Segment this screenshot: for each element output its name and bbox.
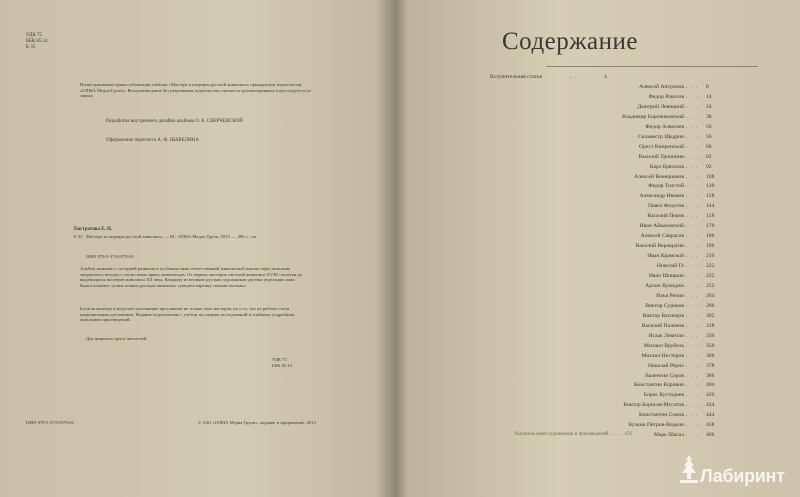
toc-entry-name: Константин Сомов: [639, 412, 684, 419]
toc-entry-page: 318: [706, 322, 715, 329]
toc-entry-page: 232: [706, 273, 715, 279]
toc-entry-page: 56: [706, 133, 712, 140]
toc-entry-page: 50: [706, 123, 712, 130]
toc-entry-page: 128: [706, 193, 715, 200]
toc-entry-name: Василий Тропинин: [638, 153, 684, 160]
right-page-contents: [394, 0, 800, 497]
catalog-author: Евстратова Е. Н.: [74, 227, 113, 232]
toc-entry: [454, 233, 784, 241]
toc-entry-name: Николай Рерих: [648, 362, 684, 369]
toc-entry-page: 366: [706, 352, 715, 359]
toc-entry-page: 14: [706, 93, 712, 100]
toc-leader-dots: . . .: [686, 233, 698, 240]
toc-entry: [454, 84, 784, 92]
toc-entry: [454, 273, 784, 281]
toc-leader-dots: . . .: [686, 183, 698, 190]
toc-entry: [454, 333, 784, 341]
toc-entry-page: 330: [706, 332, 715, 339]
toc-leader-dots: . . .: [686, 322, 698, 329]
toc-entry-name: Василий Перов: [647, 213, 684, 220]
toc-leader-dots: . . .: [686, 153, 698, 160]
toc-entry-name: Александр Иванов: [639, 193, 684, 200]
toc-entry-page: 38: [706, 113, 712, 120]
toc-entry: [454, 183, 784, 191]
toc-entry-name: Карл Брюллов: [649, 163, 684, 170]
toc-leader-dots: . . .: [686, 93, 698, 100]
catalog-entry: Мастера и шедевры русской живописи. — М.: ОЛМА Медиа Групп, 2013. — 480 с.: ил.: [86, 234, 258, 239]
toc-entry: [454, 263, 784, 271]
toc-entry-page: 378: [706, 362, 715, 369]
classification-udk: УДК 75: [26, 33, 43, 38]
catalog-code: Е 35: [74, 234, 83, 239]
left-page-imprint: [0, 0, 392, 497]
toc-entry-name: Алексей Венецианов: [634, 173, 684, 180]
toc-entry: [454, 164, 784, 172]
toc-entry-name: Марк Шагал: [653, 432, 684, 439]
toc-entry-name: Валентин Серов: [645, 372, 684, 379]
classification-bbk: ББК 85.14: [26, 39, 48, 44]
toc-entry: [454, 134, 784, 142]
toc-bottom-note: Указатель имен художников и произведений . . . . . . 476: [514, 432, 632, 437]
toc-leader-dots: . . .: [686, 253, 698, 260]
toc-entry-name: Василий Поленов: [641, 322, 684, 329]
toc-entry-name: Илья Репин: [656, 292, 684, 299]
toc-entry-page: 196: [706, 243, 715, 250]
toc-leader-dots: . . .: [686, 342, 698, 349]
toc-entry-name: Павел Федотов: [647, 203, 684, 210]
toc-entry-page: 264: [706, 292, 715, 299]
toc-entry: [454, 203, 784, 211]
toc-entry-name: Василий Верещагин: [635, 243, 684, 250]
footer-copyright: © ЗАО «ОЛМА Медиа Групп», издание и оформление, 2013: [198, 420, 316, 425]
labirint-logo-icon: [678, 454, 700, 484]
toc-entry: [454, 313, 784, 321]
toc-entry-page: 24: [706, 103, 712, 110]
toc-leader-dots: . . .: [686, 113, 698, 120]
toc-entry-name: Виктор Борисов-Мусатов: [623, 402, 684, 409]
toc-entry-name: Федор Рокотов: [648, 93, 684, 100]
toc-leader-dots: . . .: [686, 223, 698, 230]
toc-entry: [454, 94, 784, 102]
toc-entry-page: 120: [706, 183, 715, 190]
toc-entry: [454, 243, 784, 251]
toc-leader-dots: . . .: [686, 83, 698, 90]
toc-leader-dots: . . .: [686, 173, 698, 180]
toc-leader-dots: . . .: [686, 282, 698, 289]
toc-entry-name: Исаак Левитан: [648, 332, 684, 339]
labirint-watermark: [676, 446, 798, 494]
toc-entry-name: Михаил Врубель: [643, 342, 684, 349]
cover-credit: Оформление переплета А. Ф. ШАВЕЛИНА: [106, 138, 199, 143]
toc-leader-dots: . . .: [686, 302, 698, 309]
bottom-bbk: ББК 85.14: [272, 363, 292, 368]
toc-entry-page: 350: [706, 342, 715, 349]
toc-entry-name: Иван Айвазовский: [639, 223, 684, 230]
toc-entry: [454, 373, 784, 381]
toc-entry-page: 170: [706, 223, 715, 230]
toc-leader-dots: . . .: [686, 362, 698, 369]
toc-entry-page: 68: [706, 143, 712, 150]
toc-leader-dots: . . .: [686, 193, 698, 200]
toc-entry: [454, 382, 784, 390]
toc-leader-dots: . . .: [686, 382, 698, 389]
toc-leader-dots: . . .: [686, 402, 698, 409]
labirint-logo-text: Лабиринт: [700, 466, 785, 486]
toc-entry-page: 404: [706, 382, 715, 389]
toc-leader-dots: . . .: [686, 203, 698, 210]
toc-entry: [454, 213, 784, 221]
toc-entry: [454, 154, 784, 162]
toc-entry-page: 444: [706, 412, 715, 419]
toc-entry-name: Сильвестр Щедрин: [637, 133, 684, 140]
toc-leader-dots: . . .: [686, 332, 698, 339]
intro-text: Иллюстративные права публикации альбома «Мастера и шедевры русской живописи» принадлежат издательству «ОЛМА Медиа Групп». Воспроизведение без разрешения издательства считается противоправным и преследуется по закону.: [80, 82, 311, 99]
toc-entry: [454, 363, 784, 371]
catalog-isbn: ISBN 978-5-373-05793-8: [86, 254, 134, 259]
toc-entry-name: Владимир Боровиковский: [622, 113, 684, 120]
toc-entry: [454, 114, 784, 122]
toc-leader-dots: . . .: [686, 422, 698, 429]
toc-leader-dots: . . .: [686, 312, 698, 319]
toc-entry-name: Кузьма Петров-Водкин: [628, 422, 684, 429]
toc-leader-dots: . . .: [570, 74, 582, 80]
toc-leader-dots: . . .: [686, 243, 698, 250]
toc-entry: [454, 283, 784, 291]
toc-entry-page: 420: [706, 392, 715, 399]
toc-leader-dots: . . .: [686, 163, 698, 170]
toc-entry-page: 144: [706, 203, 715, 210]
toc-entry-page: 434: [706, 402, 715, 409]
toc-leader-dots: . . .: [686, 263, 698, 270]
toc-entry-name: Михаил Нестеров: [641, 352, 684, 359]
design-credit: Разработка внутреннего дизайна альбома О. Е. СВЕРЧЕВСКОЙ: [106, 119, 243, 124]
toc-entry-page: 186: [706, 233, 715, 240]
toc-entry: [454, 343, 784, 351]
toc-leader-dots: . . .: [686, 133, 698, 140]
toc-entry-name: Дмитрий Левицкий: [637, 103, 684, 110]
toc-leader-dots: . . .: [686, 213, 698, 220]
toc-entry: [454, 303, 784, 311]
toc-entry-page: 286: [706, 302, 715, 309]
toc-entry: [454, 193, 784, 201]
toc-entry: [454, 104, 784, 112]
toc-entry: [454, 402, 784, 410]
toc-entry: [454, 412, 784, 420]
toc-entry-name: Федор Толстой: [648, 183, 684, 190]
toc-entry-name: Федор Алексеев: [645, 123, 684, 130]
classification-code: Е 35: [26, 45, 36, 50]
toc-entry-page: 222: [706, 263, 715, 270]
toc-entry-name: Николай Ге: [656, 263, 684, 270]
toc-entry-page: 158: [706, 213, 715, 220]
annotation: Альбом знакомит с историей развития и особенностями отечественной живописной школы через описание творческого метода и стиля самых ярких живописцев. От первых мастеров светской живописи XVIII столетия до выдающихся мастеров живописи XX века. Каждому из великих русских художников уделена отдельная глава. Книга поможет лучше понять русскую живопись «увидеть картину своими глазами».: [80, 266, 303, 288]
toc-entry-page: 386: [706, 372, 715, 379]
toc-entry-name: Константин Коровин: [633, 382, 684, 389]
toc-entry-name: Иван Крамской: [647, 253, 684, 260]
toc-entry-page: 302: [706, 312, 715, 319]
toc-entry: [454, 124, 784, 132]
toc-entry-name: Алексей Антропов: [639, 83, 684, 90]
toc-entry-name: Архип Куинджи: [645, 282, 684, 289]
toc-entry-name: Виктор Васнецов: [642, 312, 684, 319]
toc-entry-page: 4: [604, 74, 607, 80]
bottom-udk: УДК 75: [272, 357, 287, 362]
toc-leader-dots: . . .: [686, 273, 698, 279]
toc-entry-name: Алексей Саврасов: [640, 233, 684, 240]
annotation-second: Богатая палитра и искусное исполнение прославили не только этих мастеров, но и то, что их работы стали национальным достоянием. Издание подготовлено с учётом последних исследований и снабжено подробным описанием произведений.: [80, 306, 295, 323]
toc-leader-dots: . . .: [686, 372, 698, 379]
toc-entry-page: 92: [706, 163, 712, 170]
title-rule: [546, 66, 758, 67]
toc-entry-page: 8: [706, 83, 709, 90]
toc-leader-dots: . . .: [686, 352, 698, 359]
toc-entry-name: Борис Кустодиев: [643, 392, 684, 399]
toc-leader-dots: . . .: [686, 392, 698, 399]
contents-title: Содержание: [502, 28, 638, 55]
toc-entry-page: 458: [706, 422, 715, 429]
toc-entry: [454, 144, 784, 152]
toc-entry-page: 82: [706, 153, 712, 160]
toc-leader-dots: . . .: [686, 103, 698, 110]
toc-leader-dots: . . .: [686, 432, 698, 439]
toc-entry-name: Виктор Суриков: [645, 302, 684, 309]
toc-entry: [454, 223, 784, 231]
toc-leader-dots: . . .: [686, 292, 698, 299]
toc-entry-page: 108: [706, 173, 715, 180]
toc-entry: [454, 293, 784, 301]
toc-leader-dots: . . .: [686, 123, 698, 130]
toc-entry: [454, 253, 784, 261]
toc-entry: [454, 353, 784, 361]
toc-entry-page: 252: [706, 282, 715, 289]
toc-entry: [454, 422, 784, 430]
toc-entry-name: Орест Кипренский: [639, 143, 684, 150]
footer-isbn: ISBN 978-5-373-05793-8: [26, 420, 74, 425]
toc-entry-page: 466: [706, 432, 715, 439]
toc-entry-name: Вступительная статья: [490, 74, 542, 80]
toc-leader-dots: . . .: [686, 412, 698, 419]
toc-entry: [490, 74, 800, 82]
toc-entry: [454, 392, 784, 400]
toc-entry-name: Иван Шишкин: [648, 273, 684, 279]
toc-entry: [454, 174, 784, 182]
toc-leader-dots: . . .: [686, 143, 698, 150]
audience-note: Для широкого круга читателей.: [86, 336, 148, 341]
toc-entry-page: 210: [706, 253, 715, 260]
toc-entry: [454, 323, 784, 331]
